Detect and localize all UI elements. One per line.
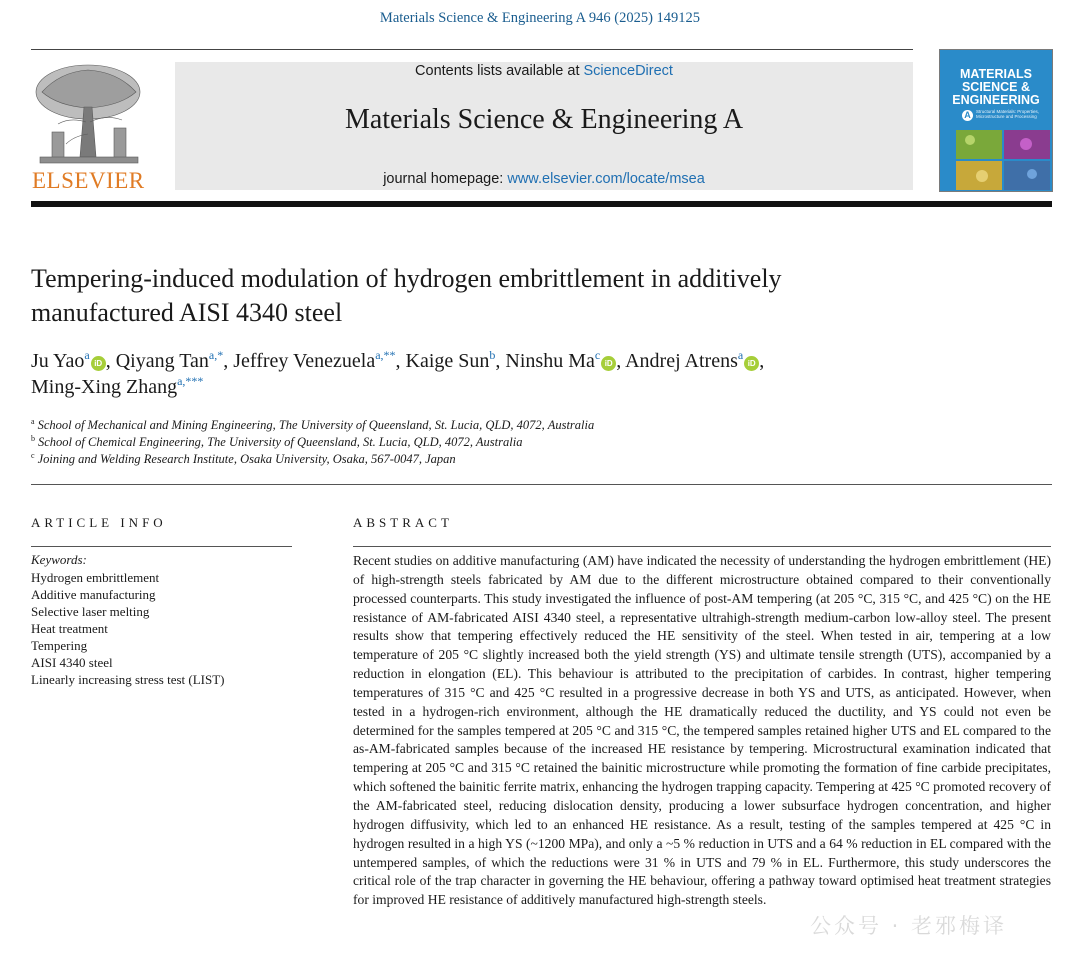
orcid-icon[interactable]: iD — [744, 356, 759, 371]
author-name[interactable]: Ju Yao — [31, 350, 85, 372]
affiliation-key: a — [31, 417, 35, 426]
author-affil-marker[interactable]: a,** — [375, 348, 396, 362]
article-title-line: Tempering-induced modulation of hydrogen embrittlement in additively — [31, 264, 782, 293]
author-name[interactable]: Ninshu Ma — [505, 350, 595, 372]
orcid-icon[interactable]: iD — [601, 356, 616, 371]
affiliation-item — [31, 451, 931, 468]
cover-title — [940, 68, 1052, 107]
keyword-item: Tempering — [31, 638, 88, 653]
author-separator: , — [105, 350, 111, 372]
cover-micrograph-image — [956, 130, 1050, 190]
author-name[interactable]: Kaige Sun — [405, 350, 490, 372]
author-affil-marker[interactable]: b — [489, 348, 496, 362]
sciencedirect-link[interactable]: ScienceDirect — [583, 63, 673, 79]
author-affil-marker[interactable]: a,* — [208, 348, 224, 362]
cover-title-line: SCIENCE & — [961, 80, 1031, 94]
journal-cover[interactable] — [939, 49, 1053, 192]
journal-title[interactable]: Materials Science & Engineering A — [344, 104, 744, 135]
author-affil-marker[interactable]: a — [737, 348, 744, 362]
author-separator: , — [223, 350, 229, 372]
affiliation-text: Joining and Welding Research Institute, Osaka University, Osaka, 567-0047, Japan — [37, 452, 456, 466]
homepage-line — [175, 171, 913, 187]
author-affil-marker[interactable]: a — [84, 348, 90, 362]
cover-title-line: ENGINEERING — [952, 93, 1040, 107]
author-name[interactable]: Qiyang Tan — [115, 350, 209, 372]
keyword-list — [31, 569, 225, 688]
author-affil-marker[interactable]: a,*** — [177, 374, 204, 388]
watermark: 公众号 · 老邪梅译 — [810, 914, 1008, 938]
elsevier-wordmark[interactable]: ELSEVIER — [32, 168, 145, 193]
author-name[interactable]: Ming-Xing Zhang — [31, 376, 178, 398]
author-separator: , — [616, 350, 622, 372]
affiliation-text: School of Chemical Engineering, The University of Queensland, St. Lucia, QLD, 4072, Australia — [38, 435, 523, 449]
affiliation-key: b — [31, 434, 35, 443]
journal-banner — [175, 62, 913, 190]
cover-subtitle: Structural Materials: Properties, Microstructure and Processing — [976, 109, 1040, 119]
article-info-rule — [31, 546, 292, 547]
header-rule — [31, 49, 913, 50]
keyword-item: Selective laser melting — [31, 604, 150, 619]
section-divider — [31, 484, 1052, 485]
homepage-link[interactable]: www.elsevier.com/locate/msea — [507, 171, 705, 187]
cover-section-letter: A — [962, 110, 973, 121]
contents-line — [175, 63, 913, 79]
homepage-prefix: journal homepage: — [383, 171, 504, 187]
abstract-heading: ABSTRACT — [353, 515, 453, 530]
banner-rule — [31, 201, 1052, 207]
affiliation-list — [31, 417, 931, 468]
affiliation-item — [31, 434, 931, 451]
orcid-icon[interactable]: iD — [91, 356, 106, 371]
affiliation-item — [31, 417, 931, 434]
keyword-item: Linearly increasing stress test (LIST) — [31, 672, 225, 687]
affiliation-key: c — [31, 451, 35, 460]
abstract-rule — [353, 546, 1051, 547]
author-separator: , — [759, 350, 765, 372]
abstract-text: Recent studies on additive manufacturing (AM) have indicated the necessity of understanding the hydrogen embrittlement (HE) of high-strength steels fabricated by AM due to the different microstructure obtained compared to their conventionally processed counterparts. This study investigated the influence of post-AM tempering (at 205 °C, 315 °C, and 425 °C) on the HE resistance of AM-fabricated AISI 4340 steel, a representative ultrahigh-strength medium-carbon low-alloy steel. The present results show that tempering effectively reduced the HE sensitivity of the steel. When tested in air, tempering at a low temperature of 205 °C slightly increased both the yield strength (YS) and ultimate tensile strength (UTS), accompanied by a reduction in elongation (EL). This behaviour is attributed to the precipitation of carbides. In contrast, higher tempering temperatures of 315 °C and 425 °C resulted in a progressive decrease in both YS and UTS, as anticipated. However, when tested in a hydrogen-rich environment, although the HE dramatically reduced the ductility, and YS could not even be determined for the samples tempered at 205 °C and 315 °C, the tempered samples retained higher UTS and EL compared to the as-AM-fabricated samples because of the increased HE resistance by tempering. Microstructural examination indicated that tempering at 205 °C and 315 °C retained the bainitic microstructure while promoting the formation of fine carbide precipitates, which softened the bainitic ferrite matrix, enhancing the hydrogen trapping capacity. Tempering at 425 °C promoted recovery of the AM-fabricated steel, reducing dislocation density, producing a lower subsurface hydrogen concentration, and higher hydrogen diffusivity, which led to an enhanced HE resistance. As a result, testing of the samples tempered at 425 °C in hydrogen resulted in a high YS (~1200 MPa), and only a ~5 % reduction in UTS and a 64 % reduction in EL compared with the untempered samples, of which the reductions were 31 % in UTS and 79 % in EL. Furthermore, this study underscores the critical role of the trap character in governing the HE behaviour, offering a pathway toward optimised heat treatment strategies for improved HE resistance of additively manufactured high-strength steels. — [353, 553, 1051, 908]
cover-title-line: MATERIALS — [960, 67, 1032, 81]
citation-header[interactable]: Materials Science & Engineering A 946 (2025) 149125 — [379, 10, 701, 26]
author-separator: , — [495, 350, 501, 372]
keyword-item: Heat treatment — [31, 621, 108, 636]
author-list — [31, 348, 1031, 400]
keywords-label: Keywords: — [31, 552, 87, 567]
keyword-item: Additive manufacturing — [31, 587, 156, 602]
contents-prefix: Contents lists available at — [415, 63, 580, 79]
author-name[interactable]: Andrej Atrens — [625, 350, 738, 372]
keyword-item: Hydrogen embrittlement — [31, 570, 160, 585]
keyword-item: AISI 4340 steel — [31, 655, 113, 670]
article-title — [31, 262, 931, 330]
article-title-line: manufactured AISI 4340 steel — [31, 298, 343, 327]
author-affil-marker[interactable]: c — [594, 348, 601, 362]
affiliation-text: School of Mechanical and Mining Engineering, The University of Queensland, St. Lucia, QLD, 4072, Australia — [37, 418, 595, 432]
article-info-heading: ARTICLE INFO — [31, 515, 167, 530]
author-name[interactable]: Jeffrey Venezuela — [233, 350, 376, 372]
author-separator: , — [395, 350, 401, 372]
